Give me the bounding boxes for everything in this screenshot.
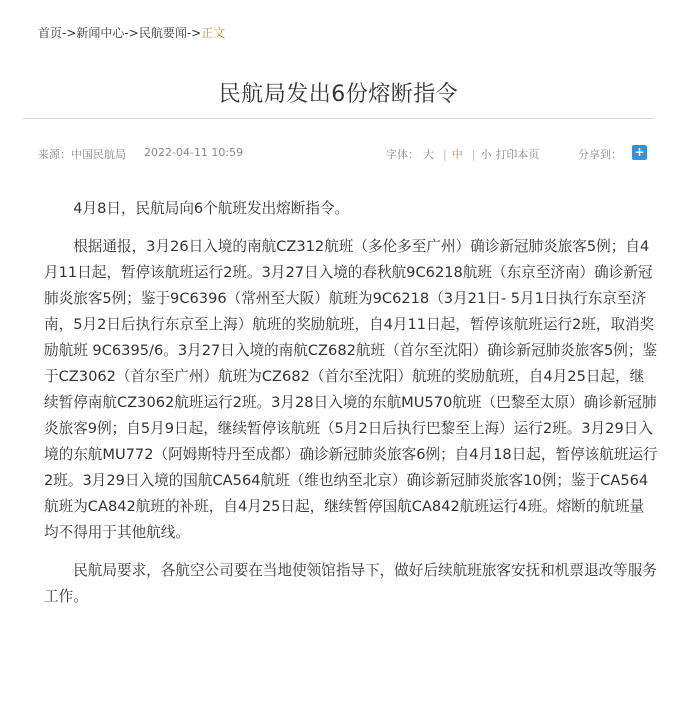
breadcrumb bbox=[38, 24, 225, 41]
article-paragraph: 民航局要求，各航空公司要在当地使领馆指导下，做好后续航班旅客安抚和机票退改等服务工作。 bbox=[44, 562, 657, 605]
tool-divider: | bbox=[443, 148, 447, 161]
article-meta bbox=[38, 146, 646, 164]
breadcrumb-current: 正文 bbox=[201, 26, 226, 40]
article-paragraph: 4月8日，民航局向6个航班发出熔断指令。 bbox=[73, 200, 350, 217]
page-title: 民航局发出6份熔断指令 bbox=[218, 81, 459, 107]
font-size-tools bbox=[386, 146, 543, 162]
font-small-button[interactable]: 小 bbox=[480, 148, 492, 161]
share-label: 分享到： bbox=[578, 148, 622, 161]
article-date: 2022-04-11 10:59 bbox=[144, 146, 244, 159]
print-page-button[interactable]: 打印本页 bbox=[495, 148, 540, 161]
breadcrumb-caac-news-link[interactable]: 民航要闻 bbox=[138, 26, 187, 40]
article-source: 来源：中国民航局 bbox=[38, 148, 126, 161]
breadcrumb-news-center-link[interactable]: 新闻中心 bbox=[76, 26, 125, 40]
font-medium-button[interactable]: 中 bbox=[451, 148, 463, 161]
breadcrumb-separator: -> bbox=[124, 26, 139, 40]
breadcrumb-separator: -> bbox=[62, 26, 77, 40]
breadcrumb-separator: -> bbox=[186, 26, 202, 40]
font-large-button[interactable]: 大 bbox=[423, 148, 434, 161]
article-paragraph: 根据通报，3月26日入境的南航CZ312航班（多伦多至广州）确诊新冠肺炎旅客5例；自4月11日起，暂停该航班运行2班。3月27日入境的春秋航9C6218航班（东京至济南）确诊新冠肺炎旅客5例；鉴于9C6396（常州至大阪）航班为9C6218（3月21日- 5月1日执行东京至济南，5月2日后执行东京至上海）航班的奖励航班，自4月11日起，暂停该航班运行2班，取消奖励航班 9C6395/6。3月27日入境的南航CZ682航班（首尔至沈阳）确诊新冠肺炎旅客5例；鉴于CZ3062（首尔至广州）航班为CZ682（首尔至沈阳）航班的奖励航班，自4月25日起，继续暂停南航CZ3062航班运行2班。3月28日入境的东航MU570航班（巴黎至太原）确诊新冠肺炎旅客9例；自5月9日起，继续暂停该航班（5月2日后执行巴黎至上海）运行2班。3月29日入境的东航MU772（阿姆斯特丹至成都）确诊新冠肺炎旅客6例；自4月18日起，暂停该航班运行2班。3月29日入境的国航CA564航班（维也纳至北京）确诊新冠肺炎旅客10例；鉴于CA564航班为CA842航班的补班，自4月25日起，继续暂停国航CA842航班运行4班。熔断的航班量均不得用于其他航线。 bbox=[44, 238, 658, 541]
font-size-label: 字体： bbox=[386, 148, 419, 161]
plus-icon[interactable]: + bbox=[632, 145, 647, 160]
article-body bbox=[44, 196, 658, 622]
breadcrumb-home-link[interactable]: 首页 bbox=[38, 26, 63, 40]
tool-divider: | bbox=[471, 148, 476, 161]
title-divider bbox=[22, 118, 655, 119]
